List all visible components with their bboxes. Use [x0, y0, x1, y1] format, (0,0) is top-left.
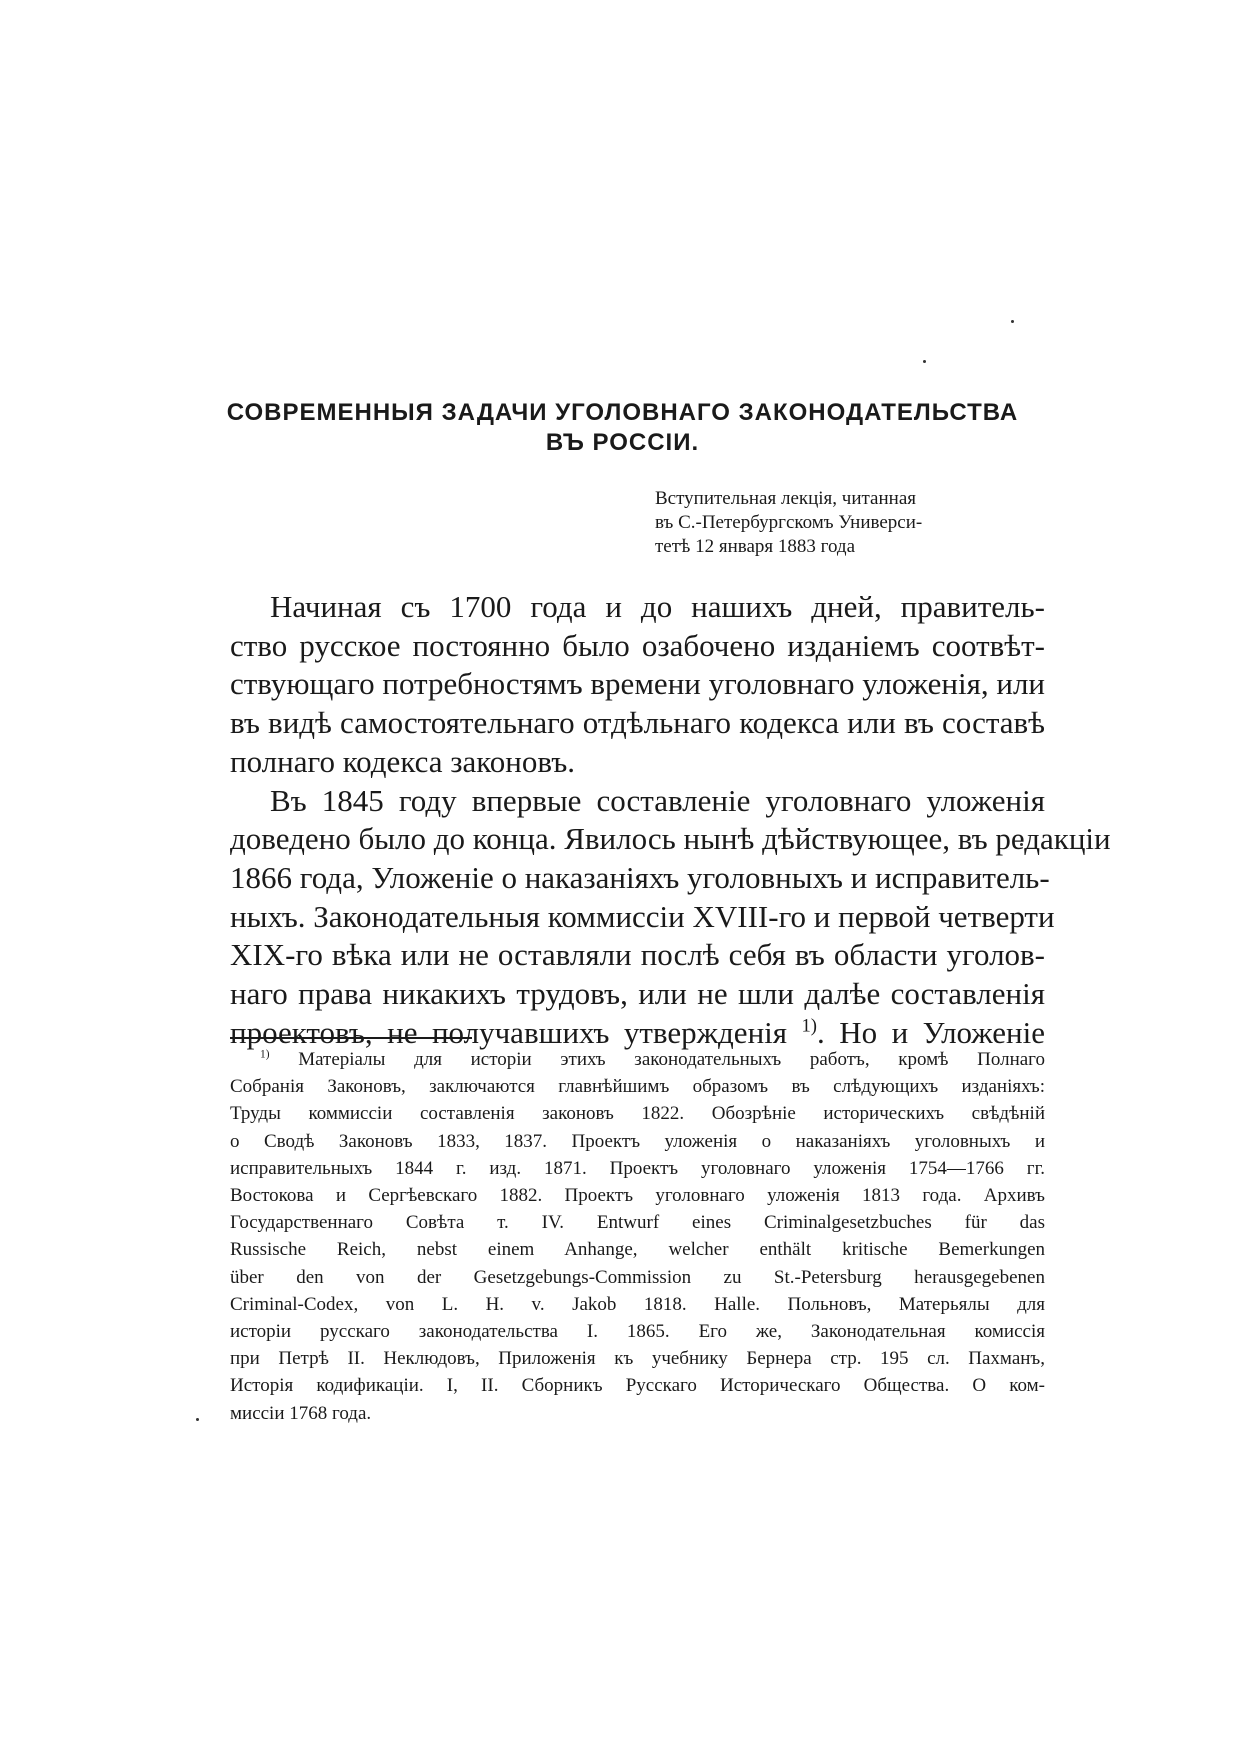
footnote-line: миссіи 1768 года.	[230, 1402, 372, 1424]
body-line: ствующаго потребностямъ времени уголовнаго уложенія, или	[230, 666, 1046, 702]
scan-speck	[923, 360, 926, 363]
body-line: ство русское постоянно было озабочено изданіемъ соотвѣт-	[230, 627, 1045, 663]
footnote-line: Труды коммиссіи составленія законовъ 1822. Обозрѣніе историческихъ свѣдѣній	[230, 1103, 1045, 1125]
article-title	[200, 398, 1045, 458]
body-text-run: . Но и Уложеніе	[817, 1014, 1046, 1050]
epigraph-line: въ С.-Петербургскомъ Универси-	[655, 512, 923, 533]
footnote-line: Востокова и Сергѣевскаго 1882. Проектъ уголовнаго уложенія 1813 года. Архивъ	[230, 1185, 1045, 1207]
footnote	[230, 1046, 1045, 1427]
epigraph-line: тетѣ 12 января 1883 года	[655, 536, 856, 557]
footnote-text: Матеріалы для исторіи этихъ законодательныхъ работъ, кромѣ Полнаго	[298, 1049, 1046, 1070]
footnote-line: о Сводѣ Законовъ 1833, 1837. Проектъ уложенія о наказаніяхъ уголовныхъ и	[230, 1130, 1045, 1152]
body-line: полнаго кодекса законовъ.	[230, 743, 575, 779]
body-text	[230, 588, 1111, 1052]
body-line: доведено было до конца. Явилось нынѣ дѣйствующее, въ редакціи	[230, 821, 1111, 857]
footnote-line: über den von der Gesetzgebungs-Commission zu St.-Petersburg herausgegebenen	[230, 1266, 1045, 1288]
footnote-line	[230, 1046, 1045, 1073]
body-line: 1866 года, Уложеніе о наказаніяхъ уголовныхъ и исправитель-	[230, 859, 1050, 895]
body-line: ныхъ. Законодательныя коммиссіи XVIII-го и первой четверти	[230, 898, 1055, 934]
footnote-marker: 1)	[260, 1048, 270, 1061]
epigraph-line: Вступительная лекція, читанная	[655, 488, 916, 509]
footnote-line: Государственнаго Совѣта т. IV. Entwurf eines Criminalgesetzbuches für das	[230, 1212, 1045, 1234]
footnote-line: Собранія Законовъ, заключаются главнѣйшимъ образомъ въ слѣдующихъ изданіяхъ:	[230, 1076, 1045, 1098]
footnote-reference: 1)	[801, 1015, 817, 1037]
body-text-run: проектовъ, не получавшихъ утвержденія	[230, 1014, 802, 1050]
scan-speck	[1011, 320, 1014, 323]
footnote-line: исторіи русскаго законодательства I. 1865. Его же, Законодательная комиссія	[230, 1321, 1045, 1343]
footnote-line: исправительныхъ 1844 г. изд. 1871. Проектъ уголовнаго уложенія 1754—1766 гг.	[230, 1157, 1045, 1179]
footnote-line: Criminal-Codex, von L. H. v. Jakob 1818. Halle. Польновъ, Матерьялы для	[230, 1293, 1045, 1315]
body-line: XIX-го вѣка или не оставляли послѣ себя въ области уголов-	[230, 937, 1045, 973]
title-line: СОВРЕМЕННЫЯ ЗАДАЧИ УГОЛОВНАГО ЗАКОНОДАТЕЛЬСТВА	[226, 399, 1019, 426]
body-line: наго права никакихъ трудовъ, или не шли далѣе составленія	[230, 976, 1045, 1012]
footnote-separator	[230, 1037, 472, 1039]
body-line: Въ 1845 году впервые составленіе уголовнаго уложенія	[270, 782, 1045, 818]
body-line: Начиная съ 1700 года и до нашихъ дней, правитель-	[270, 589, 1045, 624]
footnote-line: при Петрѣ II. Неклюдовъ, Приложенія къ учебнику Бернера стр. 195 сл. Пахманъ,	[230, 1348, 1045, 1370]
footnote-line: Исторія кодификаціи. I, II. Сборникъ Русскаго Историческаго Общества. О ком-	[230, 1375, 1045, 1397]
footnote-line: Russische Reich, nebst einem Anhange, welcher enthält kritische Bemerkungen	[230, 1239, 1045, 1261]
body-line: въ видѣ самостоятельнаго отдѣльнаго кодекса или въ составѣ	[230, 705, 1045, 741]
epigraph	[655, 487, 1045, 559]
title-line: ВЪ РОССІИ.	[545, 429, 700, 456]
scan-speck	[196, 1418, 199, 1421]
